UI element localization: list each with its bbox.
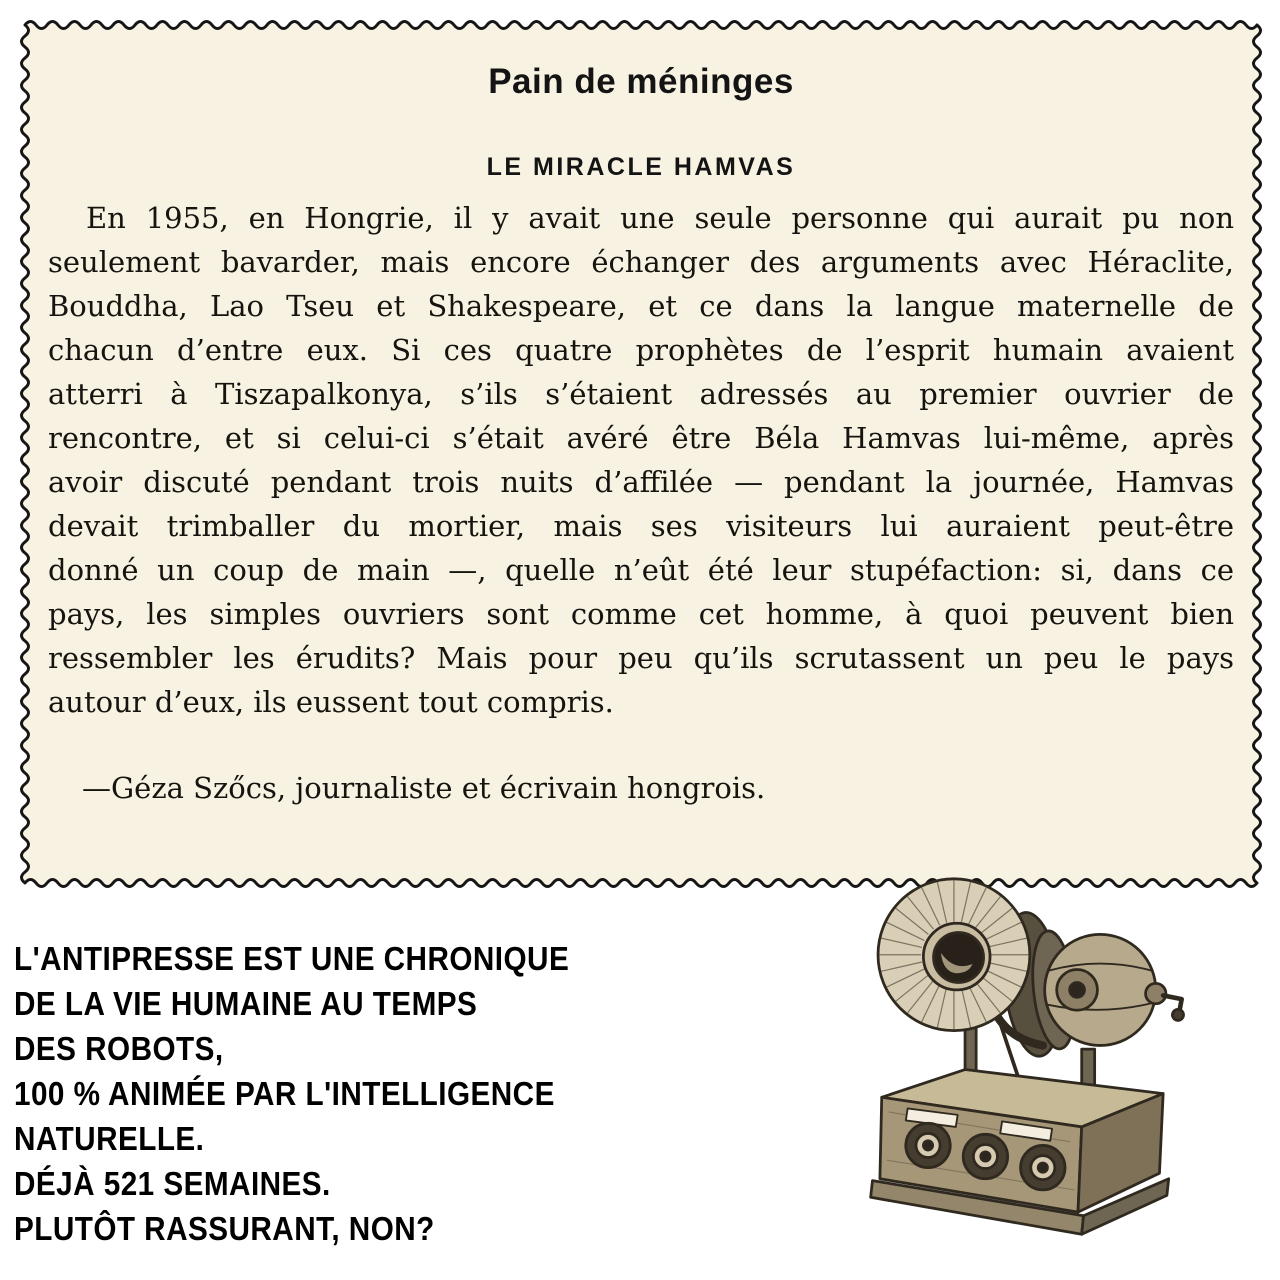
quote-card-content: [20, 20, 1262, 888]
box-knob: [906, 1123, 950, 1167]
tagline-line: 100 % ANIMÉE PAR L'INTELLIGENCE: [14, 1075, 555, 1112]
tagline-line: DES ROBOTS,: [14, 1030, 224, 1067]
quote-line: autour d’eux, ils eussent tout compris.: [48, 685, 614, 719]
phonograph-illustration: [848, 864, 1208, 1238]
tagline-line: NATURELLE.: [14, 1120, 205, 1157]
quote-line: devait trimballer du mortier, mais ses visiteurs lui auraient peut-être: [48, 509, 1234, 543]
quote-line: seulement bavarder, mais encore échanger des arguments avec Héraclite,: [48, 245, 1234, 279]
motor-support: [1082, 1049, 1095, 1086]
tagline-line: DE LA VIE HUMAINE AU TEMPS: [14, 985, 478, 1022]
motor-hub-center: [1070, 982, 1085, 997]
box-knob: [1021, 1145, 1065, 1189]
quote-line: En 1955, en Hongrie, il y avait une seule personne qui aurait pu non: [86, 201, 1234, 235]
quote-line: rencontre, et si celui-ci s’était avéré être Béla Hamvas lui-même, après: [48, 421, 1234, 455]
quote-line: donné un coup de main —, quelle n’eût été leur stupéfaction: si, dans ce: [48, 553, 1234, 587]
horn-mouth: [934, 933, 984, 983]
quote-attribution: —Géza Szőcs, journaliste et écrivain hongrois.: [82, 771, 766, 805]
card-subtitle: LE MIRACLE HAMVAS: [486, 153, 796, 181]
quote-line: pays, les simples ouvriers sont comme cet homme, à quoi peuvent bien: [48, 597, 1234, 631]
quote-line: chacun d’entre eux. Si ces quatre prophètes de l’esprit humain avaient: [48, 333, 1234, 367]
footer-tagline: [14, 936, 631, 1251]
crank-handle: [1172, 1009, 1183, 1020]
box-knob: [963, 1134, 1007, 1178]
quote-body: [48, 196, 1234, 724]
quote-line: atterri à Tiszapalkonya, s’ils s’étaient adressés au premier ouvrier de: [48, 377, 1234, 411]
quote-line: ressembler les érudits? Mais pour peu qu’ils scrutassent un peu le pays: [48, 641, 1234, 675]
tagline-line: DÉJÀ 521 SEMAINES.: [14, 1165, 331, 1202]
tagline-line: PLUTÔT RASSURANT, NON?: [14, 1210, 435, 1247]
card-title: Pain de méninges: [488, 62, 794, 101]
quote-card: [20, 20, 1262, 888]
quote-line: Bouddha, Lao Tseu et Shakespeare, et ce dans la langue maternelle de: [48, 289, 1234, 323]
tagline-line: L'ANTIPRESSE EST UNE CHRONIQUE: [14, 940, 570, 977]
quote-line: avoir discuté pendant trois nuits d’affilée — pendant la journée, Hamvas: [48, 465, 1234, 499]
